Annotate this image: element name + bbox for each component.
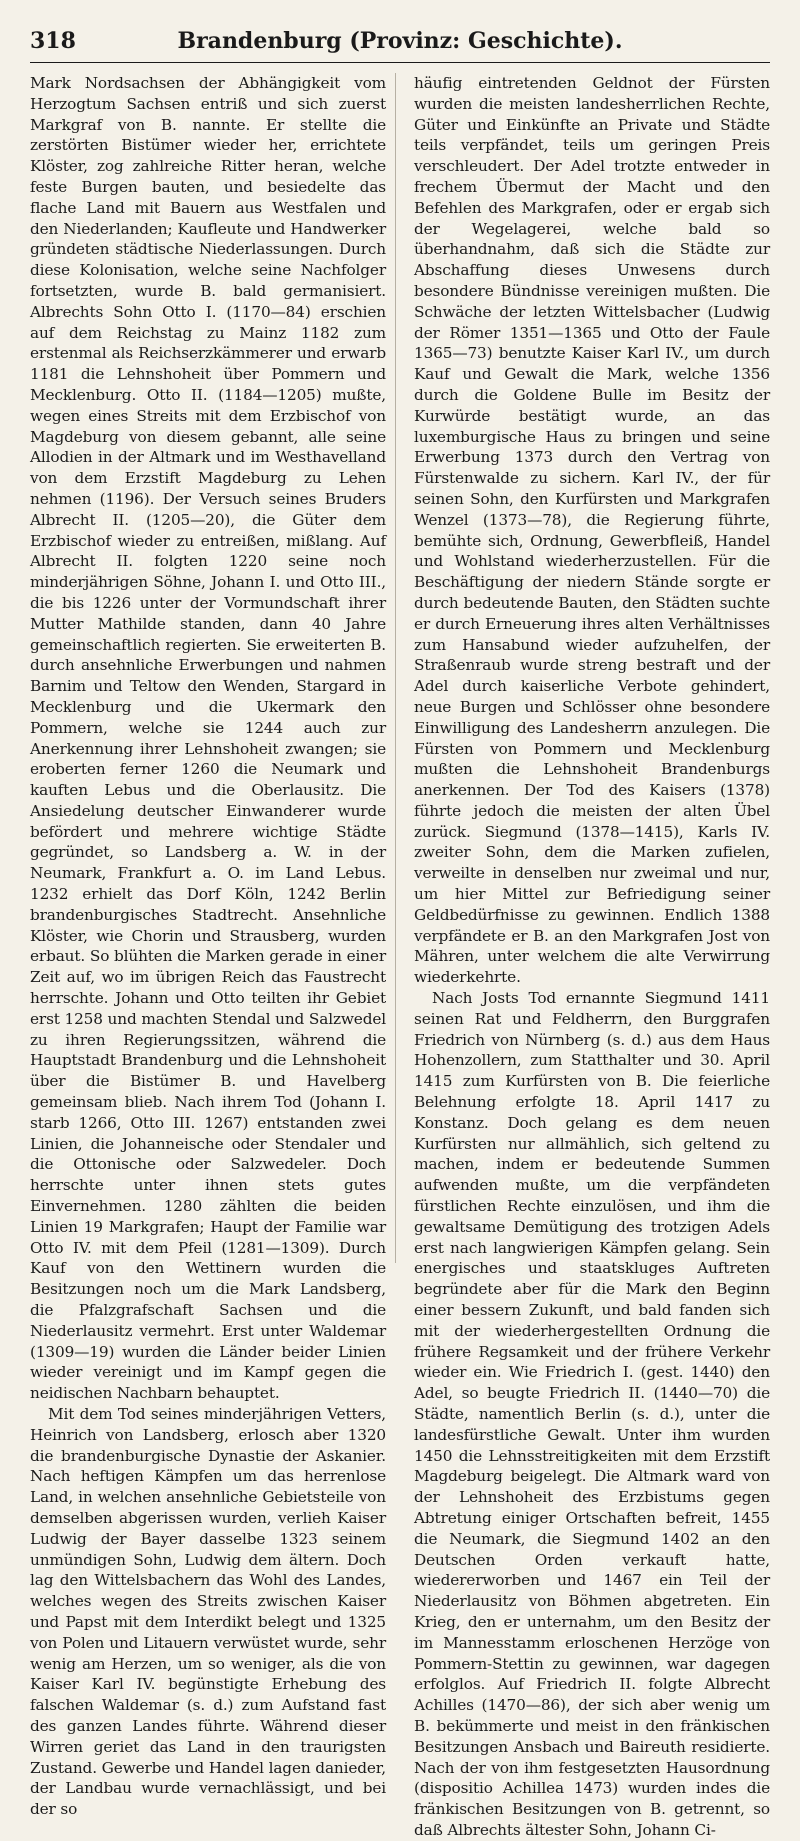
left-paragraph-1: Mark Nordsachsen der Abhängigkeit vom Herzogtum Sachsen entriß und sich zuerst Markgraf von B. nannte. Er stellte die zerstörten Bistümer wieder her, errichtete Klöster, zog zahlreiche Ritter heran, welche feste Burgen bauten, und besiedelte das flache Land mit Bauern aus Westfalen und den Niederlanden; Kaufleute und Handwerker gründeten städtische Niederlassungen. Durch diese Kolonisation, welche seine Nachfolger fortsetzten, wurde B. bald germanisiert. Albrechts Sohn Otto I. (1170—84) erschien auf dem Reichstag zu Mainz 1182 zum erstenmal als Reichserzkämmerer und erwarb 1181 die Lehnshoheit über Pommern und Mecklenburg. Otto II. (1184—1205) mußte, wegen eines Streits mit dem Erzbischof von Magdeburg von diesem gebannt, alle seine Allodien in der Altmark und im Westhavelland von dem Erzstift Magdeburg zu Lehen nehmen (1196). Der Versuch seines Bruders Albrecht II. (1205—20), die Güter dem Erzbischof wieder zu entreißen, mißlang. Auf Albrecht II. folgten 1220 seine noch minderjährigen Söhne, Johann I. und Otto III., die bis 1226 unter der Vormundschaft ihrer Mutter Mathilde standen, dann 40 Jahre gemeinschaftlich regierten. Sie erweiterten B. durch ansehnliche Erwerbungen und nahmen Barnim und Teltow den Wenden, Stargard in Mecklenburg und die Ukermark den Pommern, welche sie 1244 auch zur Anerkennung ihrer Lehnshoheit zwangen; sie eroberten ferner 1260 die Neumark und kauften Lebus und die Oberlausitz. Die Ansiedelung deutscher Einwanderer wurde befördert und mehrere wichtige Städte gegründet, so Landsberg a. W. in der Neumark, Frankfurt a. O. im Land Lebus. 1232 erhielt das Dorf Köln, 1242 Berlin brandenburgisches Stadtrecht. Ansehnliche Klöster, wie Chorin und Strausberg, wurden erbaut. So blühten die Marken gerade in einer Zeit auf, wo im übrigen Reich das Faustrecht herrschte. Johann und Otto teilten ihr Gebiet erst 1258 und machten Stendal und Salzwedel zu ihren Regierungssitzen, während die Hauptstadt Brandenburg und die Lehnshoheit über die Bistümer B. und Havelberg gemeinsam blieb. Nach ihrem Tod (Johann I. starb 1266, Otto III. 1267) entstanden zwei Linien, die Johanneische oder Stendaler und die Ottonische oder Salzwedeler. Doch herrschte unter ihnen stets gutes Einvernehmen. 1280 zählten die beiden Linien 19 Markgrafen; Haupt der Familie war Otto IV. mit dem Pfeil (1281—1309). Durch Kauf von den Wettinern wurden die Besitzungen noch um die Mark Landsberg, die Pfalzgrafschaft Sachsen und die Niederlausitz vermehrt. Erst unter Waldemar (1309—19) wurden die Länder beider Linien wieder vereinigt und im Kampf gegen die neidischen Nachbarn behauptet.: [30, 74, 386, 1403]
page-number: 318: [30, 28, 76, 54]
text-columns: [30, 73, 770, 1839]
left-column: [30, 73, 396, 1819]
right-paragraph-2: Nach Josts Tod ernannte Siegmund 1411 seinen Rat und Feldherrn, den Burggrafen Friedrich von Nürnberg (s. d.) aus dem Haus Hohenzollern, zum Statthalter und 30. April 1415 zum Kurfürsten von B. Die feierliche Belehnung erfolgte 18. April 1417 zu Konstanz. Doch gelang es dem neuen Kurfürsten nur allmählich, sich geltend zu machen, indem er bedeutende Summen aufwenden mußte, um die verpfändeten fürstlichen Rechte einzulösen, und ihm die gewaltsame Demütigung des trotzigen Adels erst nach langwierigen Kämpfen gelang. Sein energisches und staatskluges Auftreten begründete aber für die Mark den Beginn einer bessern Zukunft, und bald fanden sich mit der wiederhergestellten Ordnung die frühere Regsamkeit und der frühere Verkehr wieder ein. Wie Friedrich I. (gest. 1440) den Adel, so beugte Friedrich II. (1440—70) die Städte, namentlich Berlin (s. d.), unter die landesfürstliche Gewalt. Unter ihm wurden 1450 die Lehnsstreitigkeiten mit dem Erzstift Magdeburg beigelegt. Die Altmark ward von der Lehnshoheit des Erzbistums gegen Abtretung einiger Ortschaften befreit, 1455 die Neumark, die Siegmund 1402 an den Deutschen Orden verkauft hatte, wiedererworben und 1467 ein Teil der Niederlausitz von Böhmen abgetreten. Ein Krieg, den er unternahm, um den Besitz der im Mannesstamm erloschenen Herzöge von Pommern-Stettin zu gewinnen, war dagegen erfolglos. Auf Friedrich II. folgte Albrecht Achilles (1470—86), der sich aber wenig um B. bekümmerte und meist in den fränkischen Besitzungen Ansbach und Baireuth residierte. Nach der von ihm festgesetzten Hausordnung (dispositio Achillea 1473) wurden indes die fränkischen Besitzungen von B. getrennt, so daß Albrechts ältester Sohn, Johann Ci-: [414, 989, 770, 1839]
right-paragraph-1: häufig eintretenden Geldnot der Fürsten wurden die meisten landesherrlichen Rechte, Güter und Einkünfte an Private und Städte teils verpfändet, teils um geringen Preis verschleudert. Der Adel trotzte entweder in frechem Übermut der Macht und den Befehlen des Markgrafen, oder er ergab sich der Wegelagerei, welche bald so überhandnahm, daß sich die Städte zur Abschaffung dieses Unwesens durch besondere Bündnisse vereinigen mußten. Die Schwäche der letzten Wittelsbacher (Ludwig der Römer 1351—1365 und Otto der Faule 1365—73) benutzte Kaiser Karl IV., um durch Kauf und Gewalt die Mark, welche 1356 durch die Goldene Bulle im Besitz der Kurwürde bestätigt wurde, an das luxemburgische Haus zu bringen und seine Erwerbung 1373 durch den Vertrag von Fürstenwalde zu sichern. Karl IV., der für seinen Sohn, den Kurfürsten und Markgrafen Wenzel (1373—78), die Regierung führte, bemühte sich, Ordnung, Gewerbfleiß, Handel und Wohlstand wiederherzustellen. Für die Beschäftigung der niedern Stände sorgte er durch bedeutende Bauten, den Städten suchte er durch Erneuerung ihres alten Verhältnisses zum Hansabund wieder aufzuhelfen, der Straßenraub wurde streng bestraft und der Adel durch kaiserliche Verbote gehindert, neue Burgen und Schlösser ohne besondere Einwilligung des Landesherrn anzulegen. Die Fürsten von Pommern und Mecklenburg mußten die Lehnshoheit Brandenburgs anerkennen. Der Tod des Kaisers (1378) führte jedoch die meisten der alten Übel zurück. Siegmund (1378—1415), Karls IV. zweiter Sohn, dem die Marken zufielen, verweilte in denselben nur zweimal und nur, um hier Mittel zur Befriedigung seiner Geldbedürfnisse zu gewinnen. Endlich 1388 verpfändete er B. an den Markgrafen Jost von Mähren, unter welchem die alte Verwirrung wiederkehrte.: [414, 74, 770, 987]
page-header: [30, 28, 770, 63]
right-column: [414, 73, 770, 1839]
running-head: Brandenburg (Provinz: Geschichte).: [177, 28, 623, 54]
left-paragraph-2: Mit dem Tod seines minderjährigen Vetters, Heinrich von Landsberg, erlosch aber 1320 die brandenburgische Dynastie der Askanier. Nach heftigen Kämpfen um das herrenlose Land, in welchen ansehnliche Gebietsteile von demselben abgerissen wurden, verlieh Kaiser Ludwig der Bayer dasselbe 1323 seinem unmündigen Sohn, Ludwig dem ältern. Doch lag den Wittelsbachern das Wohl des Landes, welches wegen des Streits zwischen Kaiser und Papst mit dem Interdikt belegt und 1325 von Polen und Litauern verwüstet wurde, sehr wenig am Herzen, um so weniger, als die von Kaiser Karl IV. begünstigte Erhebung des falschen Waldemar (s. d.) zum Aufstand fast des ganzen Landes führte. Während dieser Wirren geriet das Land in den traurigsten Zustand. Gewerbe und Handel lagen danieder, der Landbau wurde vernachlässigt, und bei der so: [30, 1405, 386, 1819]
